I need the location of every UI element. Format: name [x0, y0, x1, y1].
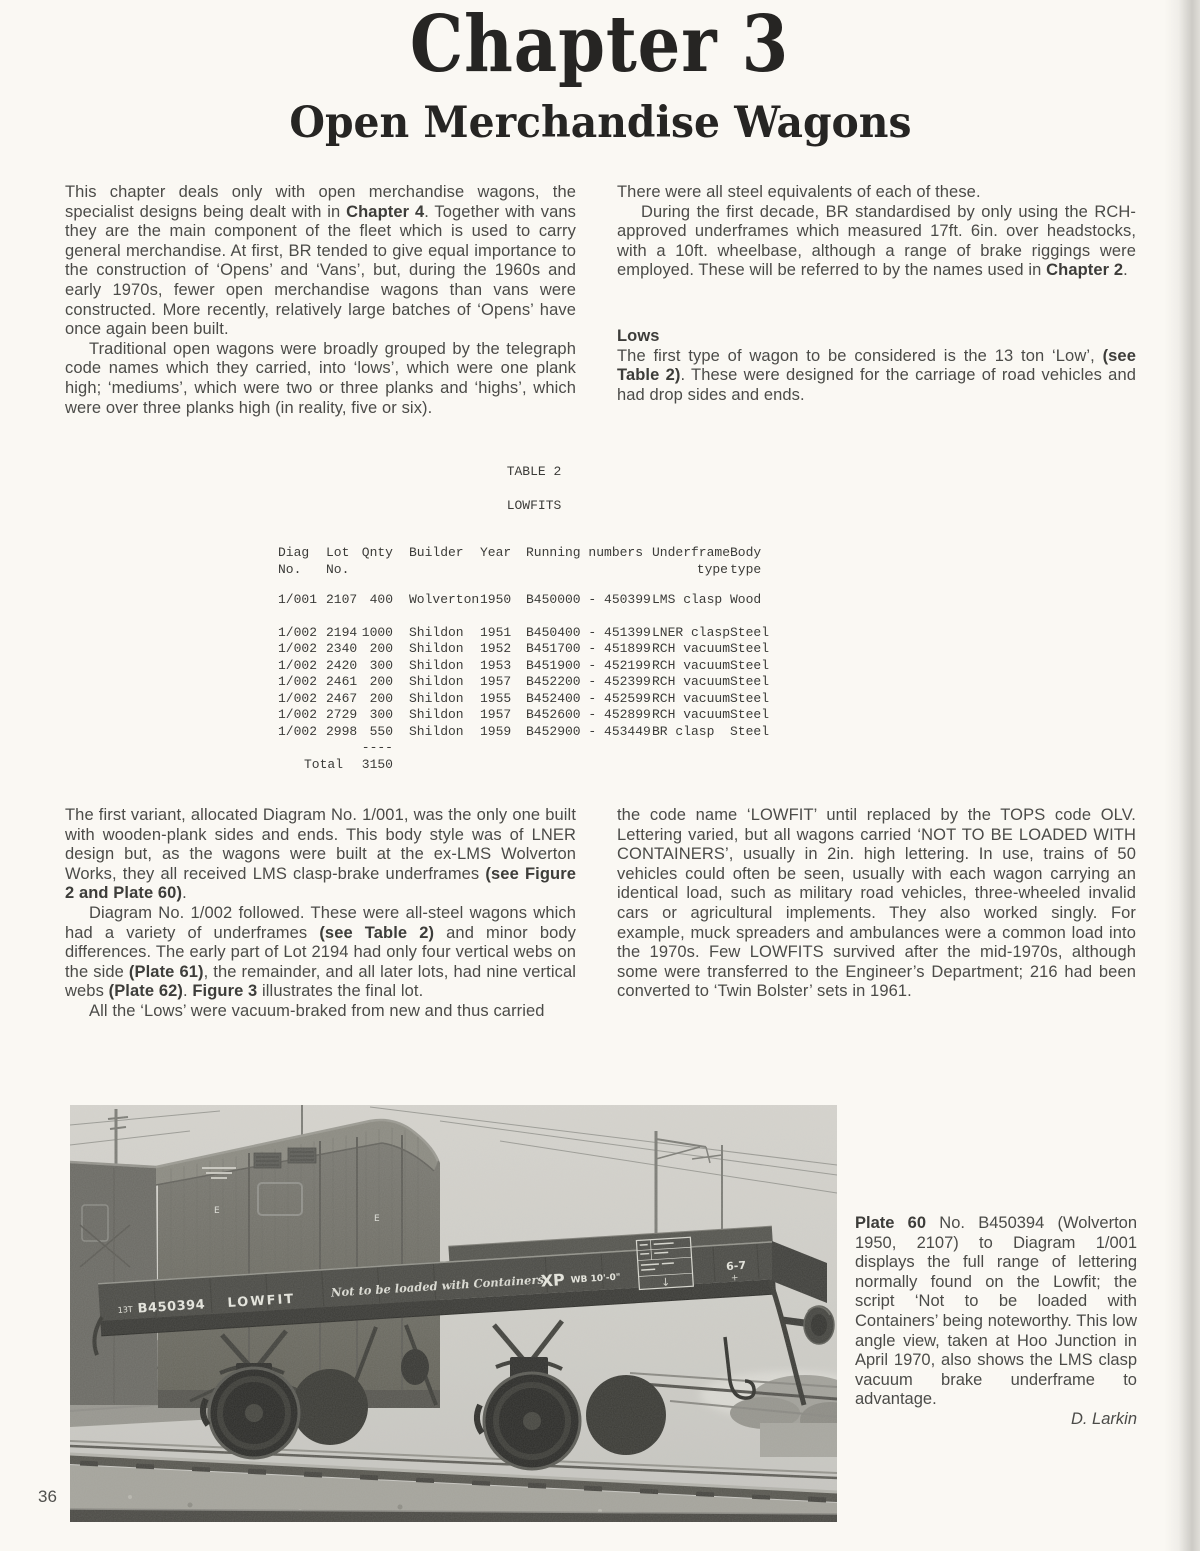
page-number: 36	[38, 1487, 57, 1506]
table-cell: 1953	[480, 657, 512, 673]
table-total-row	[278, 757, 790, 774]
text-segment-bold: (see Table 2)	[319, 923, 435, 942]
table-cell: Steel	[730, 723, 770, 739]
table-cell: 2420	[326, 657, 358, 673]
table-divider-row	[278, 740, 790, 757]
table-cell: Steel	[730, 690, 770, 706]
paragraph: There were all steel equivalents of each of these.	[617, 183, 981, 201]
chapter-title	[0, 0, 1200, 90]
table-row	[278, 658, 790, 675]
table-cell: 550	[369, 723, 393, 739]
table-cell: Steel	[730, 641, 770, 656]
table-cell: 1951	[480, 624, 512, 640]
table-cell: 2998	[326, 723, 358, 739]
table-cell: RCH vacuum	[652, 657, 731, 673]
text-segment: illustrates the final lot.	[257, 982, 424, 1001]
table-cell: Shildon	[409, 624, 464, 640]
table-cell: 1000	[361, 624, 393, 640]
table-cell: Shildon	[409, 674, 464, 689]
table-cell: Steel	[730, 707, 770, 722]
table-cell: 1955	[480, 690, 512, 706]
chapter-subtitle-text: Open Merchandise Wagons	[288, 98, 912, 148]
column-header: Qnty	[361, 545, 393, 560]
column-header: Diag No.	[278, 545, 310, 577]
table-cell: 2467	[326, 690, 358, 706]
table-cell: Steel	[730, 674, 770, 689]
table-cell: RCH vacuum	[652, 690, 731, 706]
table-cell: Shildon	[409, 723, 464, 739]
text-segment-bold: (Plate 62)	[108, 982, 183, 1001]
table-body-group-1	[278, 592, 790, 609]
table-cell: 200	[369, 641, 393, 656]
table-cell: RCH vacuum	[652, 641, 731, 656]
table-cell: 400	[369, 592, 393, 607]
table-row	[278, 592, 790, 609]
film-grain-overlay	[70, 1105, 837, 1522]
table-header-row	[278, 545, 790, 578]
table-row	[278, 691, 790, 708]
total-label: Total	[304, 756, 344, 772]
table-cell: 1959	[480, 723, 512, 739]
table-cell: 300	[369, 657, 393, 673]
text-segment: . Together with vans they are the main component of the fleet which is used to carry general merchandise. At first, BR tended to give equal importance to the construction of ‘Opens’ and ‘Vans’, but, during the 1960s and early 1970s, fewer open merchandise wagons than vans were constructed. More recently, relatively large batches of ‘Opens’ have once again been built.	[65, 202, 576, 339]
table-cell: LNER clasp	[652, 624, 731, 640]
photo-credit: D. Larkin	[1070, 1409, 1137, 1428]
table-cell: Shildon	[409, 657, 464, 673]
text-segment: The first type of wagon to be considered is the 13 ton ‘Low’,	[617, 346, 1103, 365]
quantity-rule: ----	[361, 740, 393, 755]
text-segment-bold: Chapter 2	[1046, 261, 1124, 280]
body-right-column	[617, 806, 1136, 1002]
table-cell: BR clasp	[652, 723, 715, 739]
paragraph: the code name ‘LOWFIT’ until replaced by the TOPS code OLV. Lettering varied, but all wagons carried ‘NOT TO BE LOADED WITH CONTAINERS’, usually in 2in. high lettering. In use, trains of 50 vehicles could often be seen, usually with each wagon carrying an identical load, such as military road vehicles, three-wheeled invalid cars or agricultural implements. They also worked singly. For example, muck spreaders and ambulances were a common load into the 1970s. Few LOWFITS survived after the mid-1970s, although some were transferred to the Engineer’s Department; 216 had been converted to ‘Twin Bolster’ sets in 1961.	[617, 806, 1136, 1001]
table-cell: B451700 - 451899	[526, 641, 651, 656]
table-cell: Shildon	[409, 690, 464, 706]
table-cell: 1952	[480, 641, 512, 656]
paragraph	[65, 806, 576, 904]
chapter-title-text: Chapter 3	[410, 0, 790, 90]
intro-left-column	[65, 183, 576, 418]
caption-plate-label: Plate 60	[855, 1214, 927, 1232]
table-row	[278, 724, 790, 741]
table-title: TABLE 2	[506, 464, 562, 479]
table-cell: 1/001	[278, 592, 318, 607]
table-cell: 1950	[480, 592, 512, 607]
column-header: Year	[480, 545, 512, 560]
table-cell: B452600 - 452899	[526, 707, 651, 722]
text-segment: Diagram No. 1/002 followed. These were all-steel wagons which had a variety of underframes	[65, 903, 576, 942]
intro-right-column	[617, 183, 1136, 405]
table-cell: Shildon	[409, 641, 464, 656]
paragraph	[617, 347, 1136, 406]
table-cell: 300	[369, 707, 393, 722]
text-segment: This chapter deals only with open merchandise wagons, the specialist designs being dealt with in	[65, 183, 576, 221]
body-left-column	[65, 806, 576, 1022]
text-segment: .	[182, 884, 187, 903]
table-cell: 1/002	[278, 624, 318, 640]
table-cell: B450000 - 450399	[526, 592, 651, 607]
table-cell: 2194	[326, 624, 358, 640]
table-row	[278, 707, 790, 724]
caption-text	[855, 1214, 1137, 1410]
text-segment: , the remainder, and all later lots, had nine vertical webs	[65, 962, 576, 1001]
table-cell: 200	[369, 690, 393, 706]
paragraph	[617, 203, 1136, 281]
paragraph: Traditional open wagons were broadly grouped by the telegraph code names which they carried, into ‘lows’, which were one plank high; ‘mediums’, which were two or three planks and ‘highs’, which were over three planks high (in reality, five or six).	[65, 339, 576, 417]
table-cell: 1/002	[278, 674, 318, 689]
total-value: 3150	[361, 756, 393, 772]
table-cell: B450400 - 451399	[526, 624, 651, 640]
text-segment-bold: (see Table 2)	[617, 346, 1136, 385]
table-cell: 2461	[326, 674, 358, 689]
paragraph: All the ‘Lows’ were vacuum-braked from new and thus carried	[89, 1001, 545, 1020]
table-cell: 1/002	[278, 723, 318, 739]
chapter-subtitle	[0, 100, 1200, 147]
table-cell: 1/002	[278, 641, 318, 656]
table-cell: Wolverton	[409, 592, 480, 607]
table-cell: 1/002	[278, 690, 318, 706]
column-header: Body type	[730, 545, 762, 577]
text-segment: and minor body differences. The early part of Lot 2194 had only four vertical webs on the side	[65, 923, 576, 981]
table-cell: LMS clasp	[652, 592, 723, 607]
table-body-group-2	[278, 625, 790, 741]
text-segment-bold: Figure 3	[192, 982, 258, 1001]
text-segment: . These were designed for the carriage of road vehicles and had drop sides and ends.	[617, 366, 1136, 404]
table-subtitle: LOWFITS	[506, 497, 562, 513]
text-segment-bold: Chapter 4	[346, 202, 425, 221]
table-cell: 1/002	[278, 657, 318, 673]
text-segment: The first variant, allocated Diagram No. 1/001, was the only one built with wooden-plank sides and ends. This body style was of LNER design but, as the wagons were built at the ex-LMS Wolverton Works, they all received LMS clasp-brake underframes	[65, 806, 576, 883]
column-header: Underframe type	[652, 545, 731, 577]
table-cell: 2729	[326, 707, 358, 722]
text-segment-bold: (see Figure 2 and Plate 60)	[65, 864, 576, 903]
table-cell: RCH vacuum	[652, 674, 731, 689]
page-gutter-shadow	[1164, 0, 1200, 1551]
table-cell: 2107	[326, 592, 358, 607]
plate-60-photo	[70, 1105, 837, 1522]
text-segment: .	[1123, 261, 1128, 280]
table-cell: 1957	[480, 707, 512, 722]
column-header: Builder	[409, 545, 464, 560]
table-cell: 200	[369, 674, 393, 689]
plate-60-caption	[855, 1214, 1137, 1430]
table-cell: B452400 - 452599	[526, 690, 651, 706]
column-header: Lot No.	[326, 545, 350, 577]
table-cell: Steel	[730, 624, 770, 640]
table-row	[278, 641, 790, 658]
paragraph	[65, 904, 576, 1002]
table-cell: Steel	[730, 657, 770, 673]
table-row	[278, 625, 790, 642]
paragraph	[65, 183, 576, 340]
section-heading-lows: Lows	[617, 326, 660, 345]
table-2-lowfits	[278, 464, 790, 773]
table-cell: 1957	[480, 674, 512, 689]
text-segment: During the first decade, BR standardised by only using the RCH-approved underframes which measured 17ft. 6in. over headstocks, with a 10ft. wheelbase, although a range of brake riggings were employed. These will be referred to by the names used in	[617, 202, 1136, 280]
table-cell: 1/002	[278, 707, 318, 722]
table-cell: B452200 - 452399	[526, 674, 651, 689]
column-header: Running numbers	[526, 545, 644, 560]
text-segment-bold: (Plate 61)	[128, 962, 204, 981]
table-row	[278, 674, 790, 691]
table-cell: B451900 - 452199	[526, 657, 651, 673]
table-cell: B452900 - 453449	[526, 723, 651, 739]
table-cell: Shildon	[409, 707, 464, 722]
text-segment: .	[182, 982, 193, 1001]
text-segment: No. B450394 (Wolverton 1950, 2107) to Diagram 1/001 displays the full range of lettering normally found on the Lowfit; the script ‘Not to be loaded with Containers’ being noteworthy. This low angle view, taken at Hoo Junction in April 1970, also shows the LMS clasp vacuum brake underframe to advantage.	[855, 1214, 1138, 1409]
table-cell: RCH vacuum	[652, 707, 731, 722]
table-cell: 2340	[326, 641, 358, 656]
table-cell: Wood	[730, 592, 762, 607]
